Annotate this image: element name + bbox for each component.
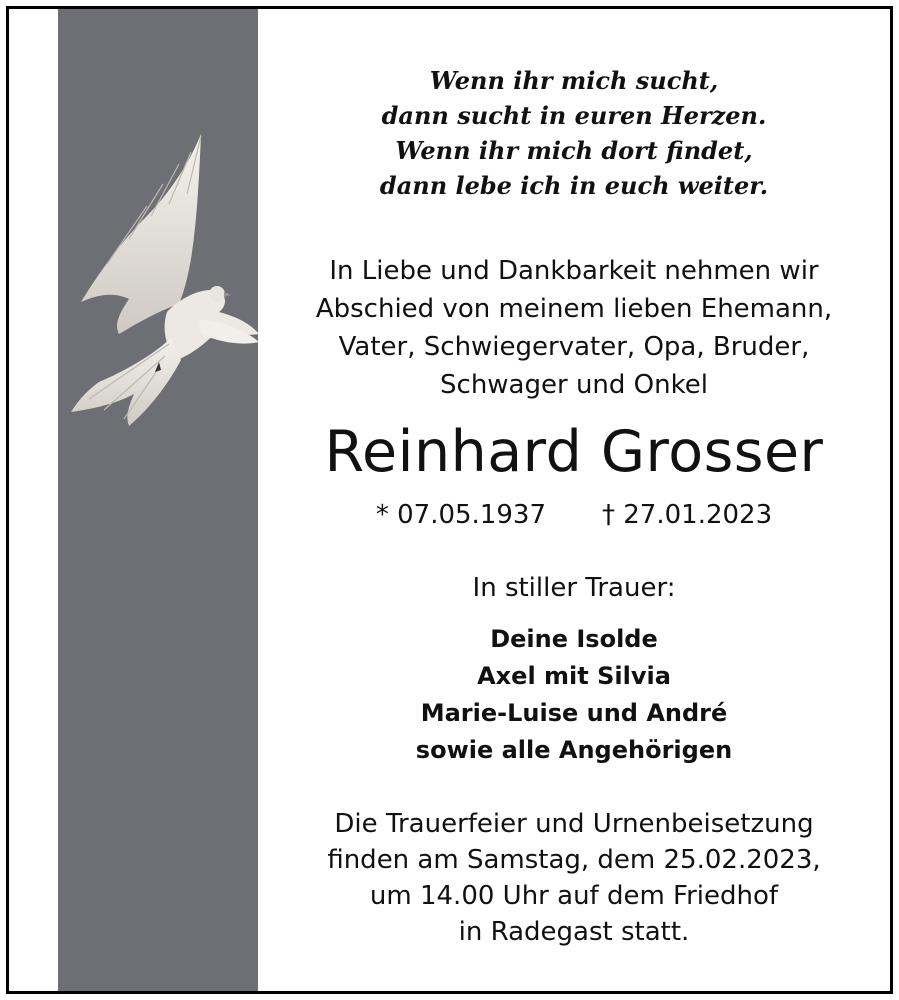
funeral-line: Die Trauerfeier und Urnenbeisetzung bbox=[334, 809, 814, 839]
poem-line: dann sucht in euren Herzen. bbox=[381, 101, 767, 130]
mourner: Marie-Luise und André bbox=[420, 699, 728, 727]
intro-line: Abschied von meinem lieben Ehemann, bbox=[315, 294, 833, 324]
mourner: Deine Isolde bbox=[490, 625, 658, 653]
mourner: Axel mit Silvia bbox=[477, 662, 671, 690]
dove-icon bbox=[59, 124, 264, 444]
mourning-heading: In stiller Trauer: bbox=[472, 573, 676, 603]
intro-line: Schwager und Onkel bbox=[440, 370, 708, 400]
poem-line: Wenn ihr mich sucht, bbox=[429, 66, 719, 95]
poem-line: dann lebe ich in euch weiter. bbox=[379, 171, 769, 200]
poem bbox=[279, 63, 869, 203]
obituary-notice bbox=[6, 6, 893, 994]
life-dates bbox=[279, 496, 869, 534]
intro-text bbox=[279, 252, 869, 404]
mourner: sowie alle Angehörigen bbox=[415, 736, 733, 764]
intro-line: In Liebe und Dankbarkeit nehmen wir bbox=[329, 256, 819, 286]
mourners-list bbox=[279, 621, 869, 769]
death-date: † 27.01.2023 bbox=[602, 500, 773, 530]
funeral-line: in Radegast statt. bbox=[458, 917, 690, 947]
obituary-text bbox=[279, 9, 869, 991]
funeral-info bbox=[279, 806, 869, 950]
funeral-line: um 14.00 Uhr auf dem Friedhof bbox=[369, 881, 779, 911]
deceased-name: Reinhard Grosser bbox=[324, 419, 824, 485]
intro-line: Vater, Schwiegervater, Opa, Bruder, bbox=[338, 332, 810, 362]
poem-line: Wenn ihr mich dort findet, bbox=[395, 136, 753, 165]
funeral-line: finden am Samstag, dem 25.02.2023, bbox=[327, 845, 821, 875]
birth-date: * 07.05.1937 bbox=[375, 500, 546, 530]
